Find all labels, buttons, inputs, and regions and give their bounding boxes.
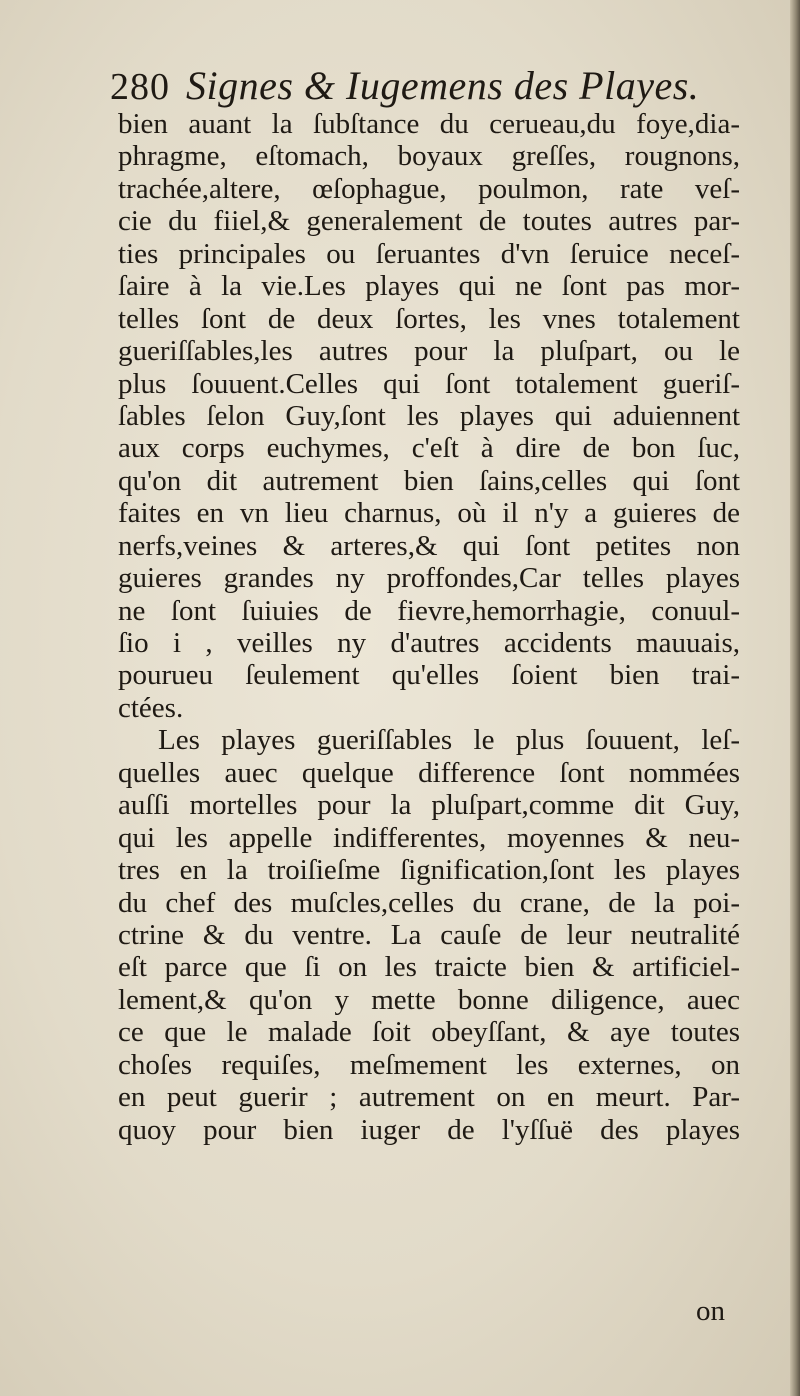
text-line: cie du fiiel,& generalement de toutes autres par-: [118, 205, 740, 238]
text-line: guieres grandes ny proffondes,Car telles playes: [118, 562, 740, 595]
text-line: aux corps euchymes, c'eſt à dire de bon ſuc,: [118, 432, 740, 465]
text-line: qu'on dit autrement bien ſains,celles qui ſont: [118, 464, 740, 497]
text-line: quoy pour bien iuger de l'yſſuë des playes: [118, 1113, 740, 1146]
text-line: ctrine & du ventre. La cauſe de leur neutralité: [118, 918, 740, 951]
text-line: faites en vn lieu charnus, où il n'y a guieres de: [118, 497, 740, 530]
text-line: ties principales ou ſeruantes d'vn ſeruice neceſ-: [118, 237, 740, 270]
text-line: tres en la troiſieſme ſignification,ſont les playes: [118, 854, 740, 887]
text-line: ſables ſelon Guy,ſont les playes qui aduiennent: [118, 399, 740, 432]
text-line: Les playes gueriſſables le plus ſouuent, leſ-: [158, 724, 740, 757]
text-line: gueriſſables,les autres pour la pluſpart, ou le: [118, 335, 740, 368]
text-line: lement,& qu'on y mette bonne diligence, auec: [118, 983, 740, 1016]
body-text: [118, 108, 740, 1146]
text-line: trachée,altere, œſophague, poulmon, rate veſ-: [118, 172, 740, 205]
text-line: telles ſont de deux ſortes, les vnes totalement: [118, 302, 740, 335]
text-line: ne ſont ſuiuies de fievre,hemorrhagie, conuul-: [118, 594, 740, 627]
text-line: ſio i , veilles ny d'autres accidents mauuais,: [118, 627, 740, 659]
text-line: phragme, eſtomach, boyaux greſſes, rougnons,: [118, 140, 740, 173]
text-line: ſaire à la vie.Les playes qui ne ſont pas mor-: [118, 270, 740, 303]
text-line: ce que le malade ſoit obeyſſant, & aye toutes: [118, 1016, 740, 1049]
text-line: bien auant la ſubſtance du cerueau,du foye,dia-: [118, 108, 740, 140]
text-line: en peut guerir ; autrement on en meurt. Par-: [118, 1081, 740, 1114]
text-line: quelles auec quelque difference ſont nommées: [118, 756, 740, 789]
text-line: ctées.: [118, 691, 184, 724]
text-line: plus ſouuent.Celles qui ſont totalement gueriſ-: [118, 367, 740, 400]
page-number: 280: [110, 66, 170, 108]
text-line: du chef des muſcles,celles du crane, de la poi-: [118, 886, 740, 919]
text-line: qui les appelle indifferentes, moyennes & neu-: [118, 821, 740, 854]
running-title: Signes & Iugemens des Playes.: [186, 63, 700, 108]
page-header: [110, 62, 700, 112]
catchword: on: [696, 1295, 725, 1327]
text-line: pourueu ſeulement qu'elles ſoient bien trai-: [118, 659, 740, 692]
page-edge-shadow: [790, 0, 800, 1396]
text-line: auſſi mortelles pour la pluſpart,comme dit Guy,: [118, 789, 740, 822]
text-line: eſt parce que ſi on les traicte bien & artificiel-: [118, 951, 740, 984]
text-line: nerfs,veines & arteres,& qui ſont petites non: [118, 529, 740, 562]
text-line: choſes requiſes, meſmement les externes, on: [118, 1048, 740, 1081]
